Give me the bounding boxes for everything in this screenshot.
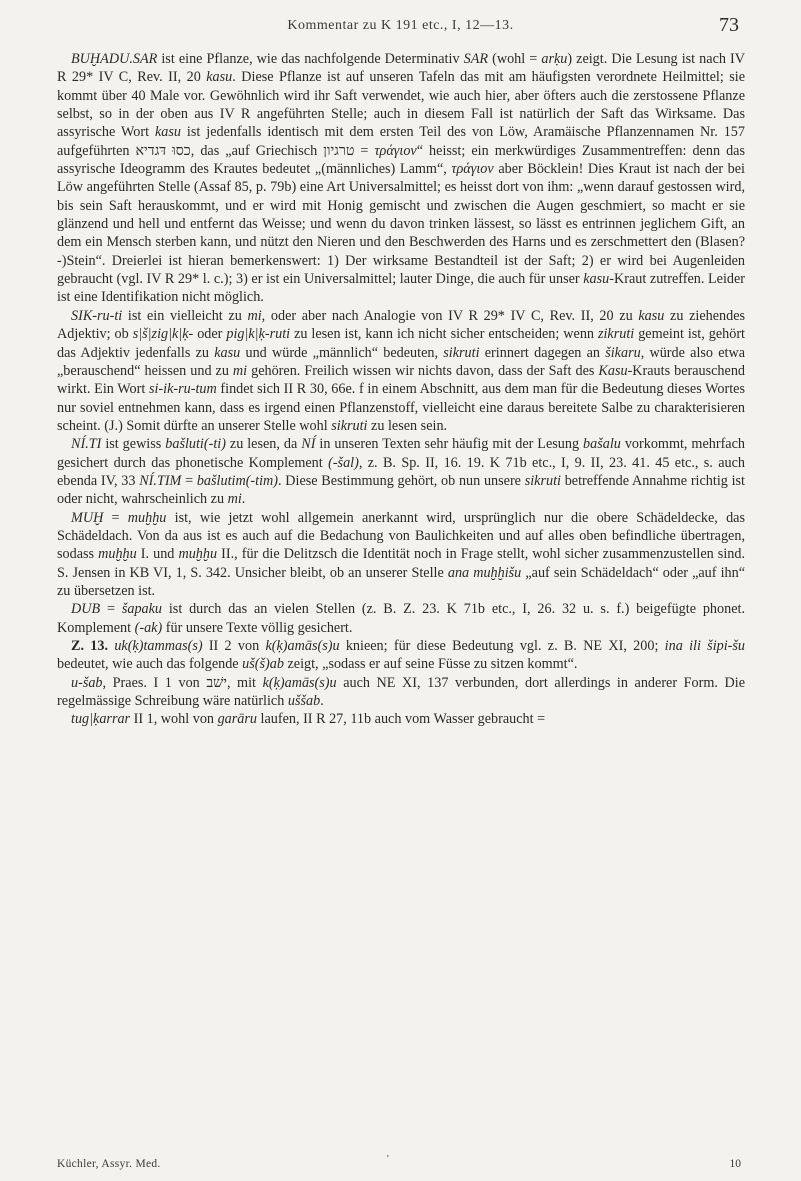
footer-mark: '	[387, 1154, 389, 1165]
lemma: tug|ḳarrar	[71, 711, 131, 728]
hebrew-text: ישׁב	[206, 674, 227, 691]
lemma: DUB	[71, 601, 101, 618]
paragraph-dub: DUB = šapaku ist durch das an vielen Stellen (z. B. Z. 23. K 71b etc., I, 26. 32 u. s. f.) beigefügte phonet. Komplement (-ak) für unsere Texte völlig gesichert.	[57, 601, 745, 636]
paragraph-tugkarrar: tug|ḳarrar II 1, wohl von garāru laufen, II R 27, 11b auch vom Wasser gebraucht =	[71, 711, 546, 728]
lemma: u-šab	[71, 674, 103, 691]
paragraph-ni-ti: NÍ.TI ist gewiss bašluti(-ti) zu lesen, da NÍ in unseren Texten sehr häufig mit der Lesung bašalu vorkommt, mehrfach gesichert durch das phonetische Komplement (-šal), z. B. Sp. II, 16. 19. K 71b etc., I, 9. II, 23. 41. 45 etc., s. auch ebenda IV, 33 NÍ.TIM = bašlutim(-tim). Diese Bestimmung gehört, ob nun unsere sikruti betreffende Annahme richtig ist oder nicht, wahrscheinlich zu mi.	[57, 436, 745, 508]
page-header	[0, 14, 801, 48]
paragraph-u-sab: u-šab, Praes. I 1 von ישׁב, mit k(ḳ)amās(s)u auch NE XI, 137 verbunden, dort allerdings in anderer Form. Die regelmässige Schreibung wäre natürlich uššab.	[57, 674, 745, 710]
page-number: 73	[719, 14, 739, 36]
paragraph-sik-ru-ti: SIK-ru-ti ist ein vielleicht zu mi, oder aber nach Analogie von IV R 29* IV C, Rev. II, 20 zu kasu zu ziehendes Adjektiv; ob s|š|zig|k|ḳ- oder pig|k|ḳ-ruti zu lesen ist, kann ich nicht sicher entscheiden; wenn zikruti gemeint ist, gehört das Adjektiv jedenfalls zu kasu und würde „männlich“ bedeuten, sikruti erinnert dagegen an šikaru, würde also etwa „berauschend“ heissen und zu mi gehören. Freilich wissen wir nichts davon, dass der Saft des Kasu-Krauts berauschend wirkt. Ein Wort si-ik-ru-tum findet sich II R 30, 66e. f in einem Abschnitt, aus dem man für die Bedeutung dieses Wortes nur soviel entnehmen kann, dass es irgend einen Pflanzenstoff, vielleicht eine daraus bereitete Salbe zu charakterisieren scheint. (J.) Somit dürfte an unserer Stelle wohl sikruti zu lesen sein.	[57, 307, 746, 434]
lemma: BUḪADU.SAR	[71, 51, 158, 67]
footer-signature: Küchler, Assyr. Med.	[57, 1158, 161, 1170]
greek-text: τράγιον	[374, 142, 417, 159]
paragraph-buhadu: BUḪADU.SAR ist eine Pflanze, wie das nachfolgende Determinativ SAR (wohl = arḳu) zeigt. Die Lesung ist nach IV R 29* IV C, Rev. II, 20 kasu. Diese Pflanze ist auf unseren Tafeln das mit am häufigsten verordnete Heilmittel; sie kommt über 40 Male vor. Gewöhnlich wird ihr Saft verwendet, wie auch hier, aber öfters auch die zerstossene Pflanze selbst, so in der oben aus IV R angeführten Stelle; auch in diesem Fall ist natürlich der Saft das Wirksame. Das assyrische Wort kasu ist jedenfalls identisch mit dem ersten Teil des von Löw, Aramäische Pflanzennamen Nr. 157 aufgeführten כסוּ דּגדיא, das „auf Griechisch טרגיון = τράγιον“ heisst; ein merkwürdiges Zusammentreffen: denn das assyrische Ideogramm des Krautes bedeutet „(männliches) Lamm“, τράγιον aber Böcklein! Dies Kraut ist nach der bei Löw angeführten Stelle (Assaf 85, p. 79b) eine Art Universalmittel; es heisst dort von ihm: „wenn darauf gestossen wird, bis sein Saft herauskommt, und er wird mit Honig gemischt und zwischen die Augen geschmiert, so macht er sie glänzend und hell und entfernt das Weisse; und wenn du davon trinken lässest, so lässt es entrinnen jeglichem Gift, an dem ein Mensch sterben kann, und nützt den Nieren und den Beschwerden des Harns und es zerschmettert den (Blasen?-)Stein“. Dreierlei ist hieran bemerkenswert: 1) Der wirksame Bestandteil ist der Saft; 2) er wird bei Augenleiden gebraucht (vgl. IV R 29* l. c.); 3) er ist ein Universalmittel; lauter Dinge, die auch für unser kasu-Kraut zutreffen. Leider ist eine Identifikation nicht möglich.	[57, 51, 745, 306]
lemma: MUḪ	[71, 509, 104, 526]
commentary-body	[57, 50, 745, 729]
hebrew-text: טרגיון	[323, 142, 355, 159]
paragraph-line-13: Z. 13. uk(ḳ)tammas(s) II 2 von k(ḳ)amās(s)u knieen; für diese Bedeutung vgl. z. B. NE XI, 200; ina ili šipi-šu bedeutet, wie auch das folgende uš(š)ab zeigt, „sodass er auf seine Füsse zu sitzen kommt“.	[57, 638, 746, 673]
hebrew-text: כסוּ דּגדיא	[135, 142, 191, 159]
lemma: SIK-ru-ti	[71, 307, 123, 324]
section-label: Z. 13.	[71, 638, 109, 654]
lemma: NÍ.TI	[71, 436, 102, 453]
running-title: Kommentar zu K 191 etc., I, 12—13.	[287, 18, 514, 33]
sheet-number: 10	[729, 1158, 741, 1170]
greek-text: τράγιον	[451, 161, 494, 178]
paragraph-muh: MUḪ = muḫḫu ist, wie jetzt wohl allgemein anerkannt wird, ursprünglich nur die obere Schädeldecke, das Schädeldach. Von da aus ist es auch auf die Bedachung von Baulichkeiten und auf alles oben befindliche übertragen, sodass muḫḫu I. und muḫḫu II., für die Delitzsch die Identität noch in Frage stellt, wohl sicher zusammenzustellen sind. S. Jensen in KB VI, 1, S. 342. Unsicher bleibt, ob an unserer Stelle ana muḫḫišu „auf sein Schädeldach“ oder „auf ihn“ zu übersetzen ist.	[57, 509, 745, 599]
